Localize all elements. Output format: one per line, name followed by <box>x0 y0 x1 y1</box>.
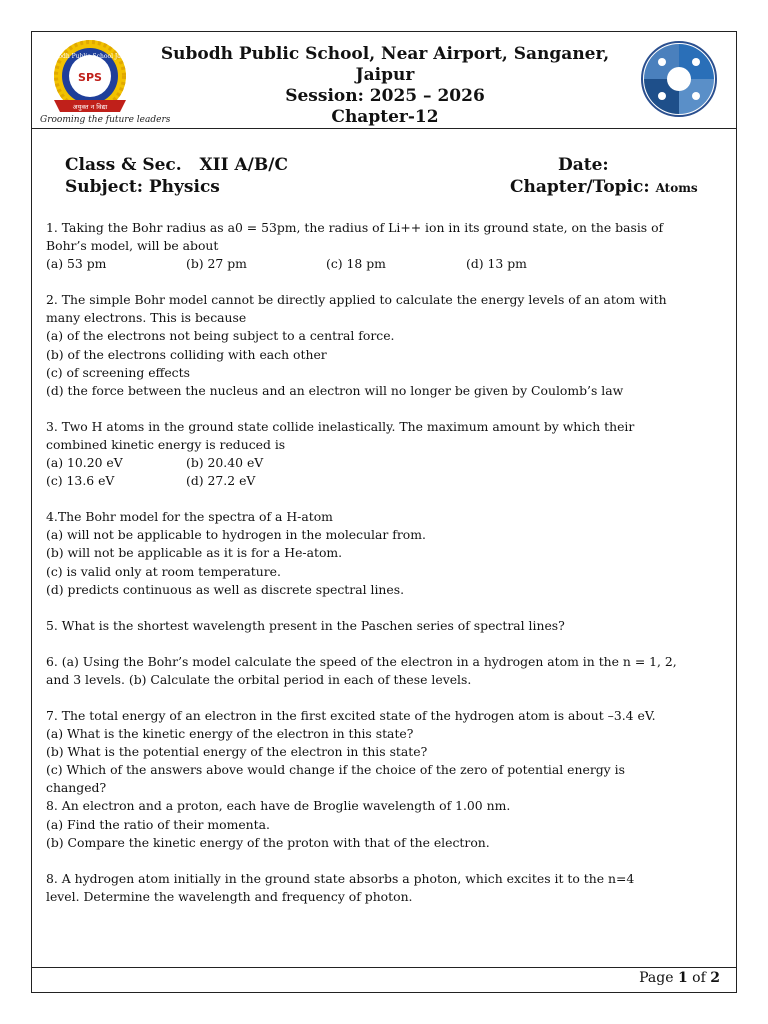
question-text: (a) What is the kinetic energy of the electron in this state? <box>46 726 414 742</box>
question-8b <box>46 870 726 906</box>
option-row <box>46 454 726 472</box>
logo-tagline: Grooming the future leaders <box>40 115 171 125</box>
subject-label: Subject: Physics <box>65 177 220 197</box>
option: (a) of the electrons not being subject to a central force. <box>46 328 395 344</box>
option: (d) 27.2 eV <box>186 473 256 489</box>
question-text: changed? <box>46 780 107 796</box>
option: (b) will not be applicable as it is for a He-atom. <box>46 545 343 561</box>
question-3 <box>46 418 726 490</box>
class-label: Class & Sec. <box>65 155 182 175</box>
question-list <box>46 219 726 924</box>
question-text: 5. What is the shortest wavelength present in the Paschen series of spectral lines? <box>46 617 565 633</box>
option: (d) predicts continuous as well as discrete spectral lines. <box>46 581 405 597</box>
logo-initials: SPS <box>78 71 102 84</box>
school-name: Subodh Public School, Near Airport, Sanganer, Jaipur <box>160 44 610 85</box>
topic-value: Atoms <box>655 181 698 195</box>
question-8a <box>46 797 726 851</box>
option: (c) 18 pm <box>326 256 386 272</box>
option-row <box>46 472 726 490</box>
question-text: and 3 levels. (b) Calculate the orbital period in each of these levels. <box>46 671 472 687</box>
class-value: XII A/B/C <box>199 155 288 175</box>
option: (b) 20.40 eV <box>186 455 264 471</box>
topic-label: Chapter/Topic: <box>510 177 650 197</box>
question-text: (b) What is the potential energy of the electron in this state? <box>46 744 428 760</box>
option: (c) of screening effects <box>46 364 190 380</box>
session-line: Session: 2025 – 2026 <box>285 86 485 106</box>
class-info <box>65 154 288 176</box>
question-5 <box>46 617 726 635</box>
option: (d) 13 pm <box>466 256 527 272</box>
page-number <box>639 970 720 986</box>
option: (b) of the electrons colliding with each other <box>46 346 327 362</box>
question-2 <box>46 291 726 400</box>
option: (c) is valid only at room temperature. <box>46 563 281 579</box>
question-4 <box>46 508 726 598</box>
question-text: 3. Two H atoms in the ground state collide inelastically. The maximum amount by which their <box>46 418 635 434</box>
question-text: 7. The total energy of an electron in the first excited state of the hydrogen atom is about –3.4 eV. <box>46 707 656 723</box>
question-text: 8. An electron and a proton, each have de Broglie wavelength of 1.00 nm. <box>46 798 511 814</box>
option: (b) 27 pm <box>186 256 247 272</box>
chapter-line: Chapter-12 <box>331 107 439 127</box>
option: (a) 53 pm <box>46 256 107 272</box>
option: (a) will not be applicable to hydrogen in the molecular from. <box>46 527 426 543</box>
page-total: 2 <box>710 970 720 986</box>
question-text: (c) Which of the answers above would change if the choice of the zero of potential energy is <box>46 762 625 778</box>
page-current: 1 <box>677 970 688 986</box>
question-text: combined kinetic energy is reduced is <box>46 436 286 452</box>
question-text: 4.The Bohr model for the spectra of a H-atom <box>46 509 333 525</box>
question-text: (b) Compare the kinetic energy of the proton with that of the electron. <box>46 834 490 850</box>
option-row <box>46 255 726 273</box>
question-text: 1. Taking the Bohr radius as a0 = 53pm, the radius of Li++ ion in its ground state, on the basis of <box>46 220 664 235</box>
question-text: 8. A hydrogen atom initially in the ground state absorbs a photon, which excites it to the n=4 <box>46 870 635 886</box>
question-6 <box>46 653 726 689</box>
question-7 <box>46 707 726 797</box>
question-text: Bohr’s model, will be about <box>46 238 219 254</box>
footer-divider <box>31 967 737 968</box>
option: (d) the force between the nucleus and an electron will no longer be given by Coulomb’s law <box>46 382 624 398</box>
question-1 <box>46 219 726 273</box>
logo-ring-text: Subodh Public School Jaipur <box>46 53 134 60</box>
question-text: (a) Find the ratio of their momenta. <box>46 816 270 832</box>
question-text: many electrons. This is because <box>46 310 247 326</box>
topic-info <box>510 176 698 199</box>
page-of: of <box>692 970 706 986</box>
option: (a) 10.20 eV <box>46 455 123 471</box>
page-prefix: Page <box>639 970 674 986</box>
question-text: 2. The simple Bohr model cannot be directly applied to calculate the energy levels of an atom with <box>46 292 667 308</box>
logo-motto: अयुक्त न विद्या <box>72 103 108 111</box>
question-text: 6. (a) Using the Bohr’s model calculate the speed of the electron in a hydrogen atom in the n = 1, 2, <box>46 653 677 669</box>
school-heading <box>140 44 630 128</box>
option: (c) 13.6 eV <box>46 473 115 489</box>
quadrant-emblem-icon <box>640 40 718 118</box>
question-text: level. Determine the wavelength and frequency of photon. <box>46 888 413 904</box>
date-label: Date: <box>558 155 609 175</box>
